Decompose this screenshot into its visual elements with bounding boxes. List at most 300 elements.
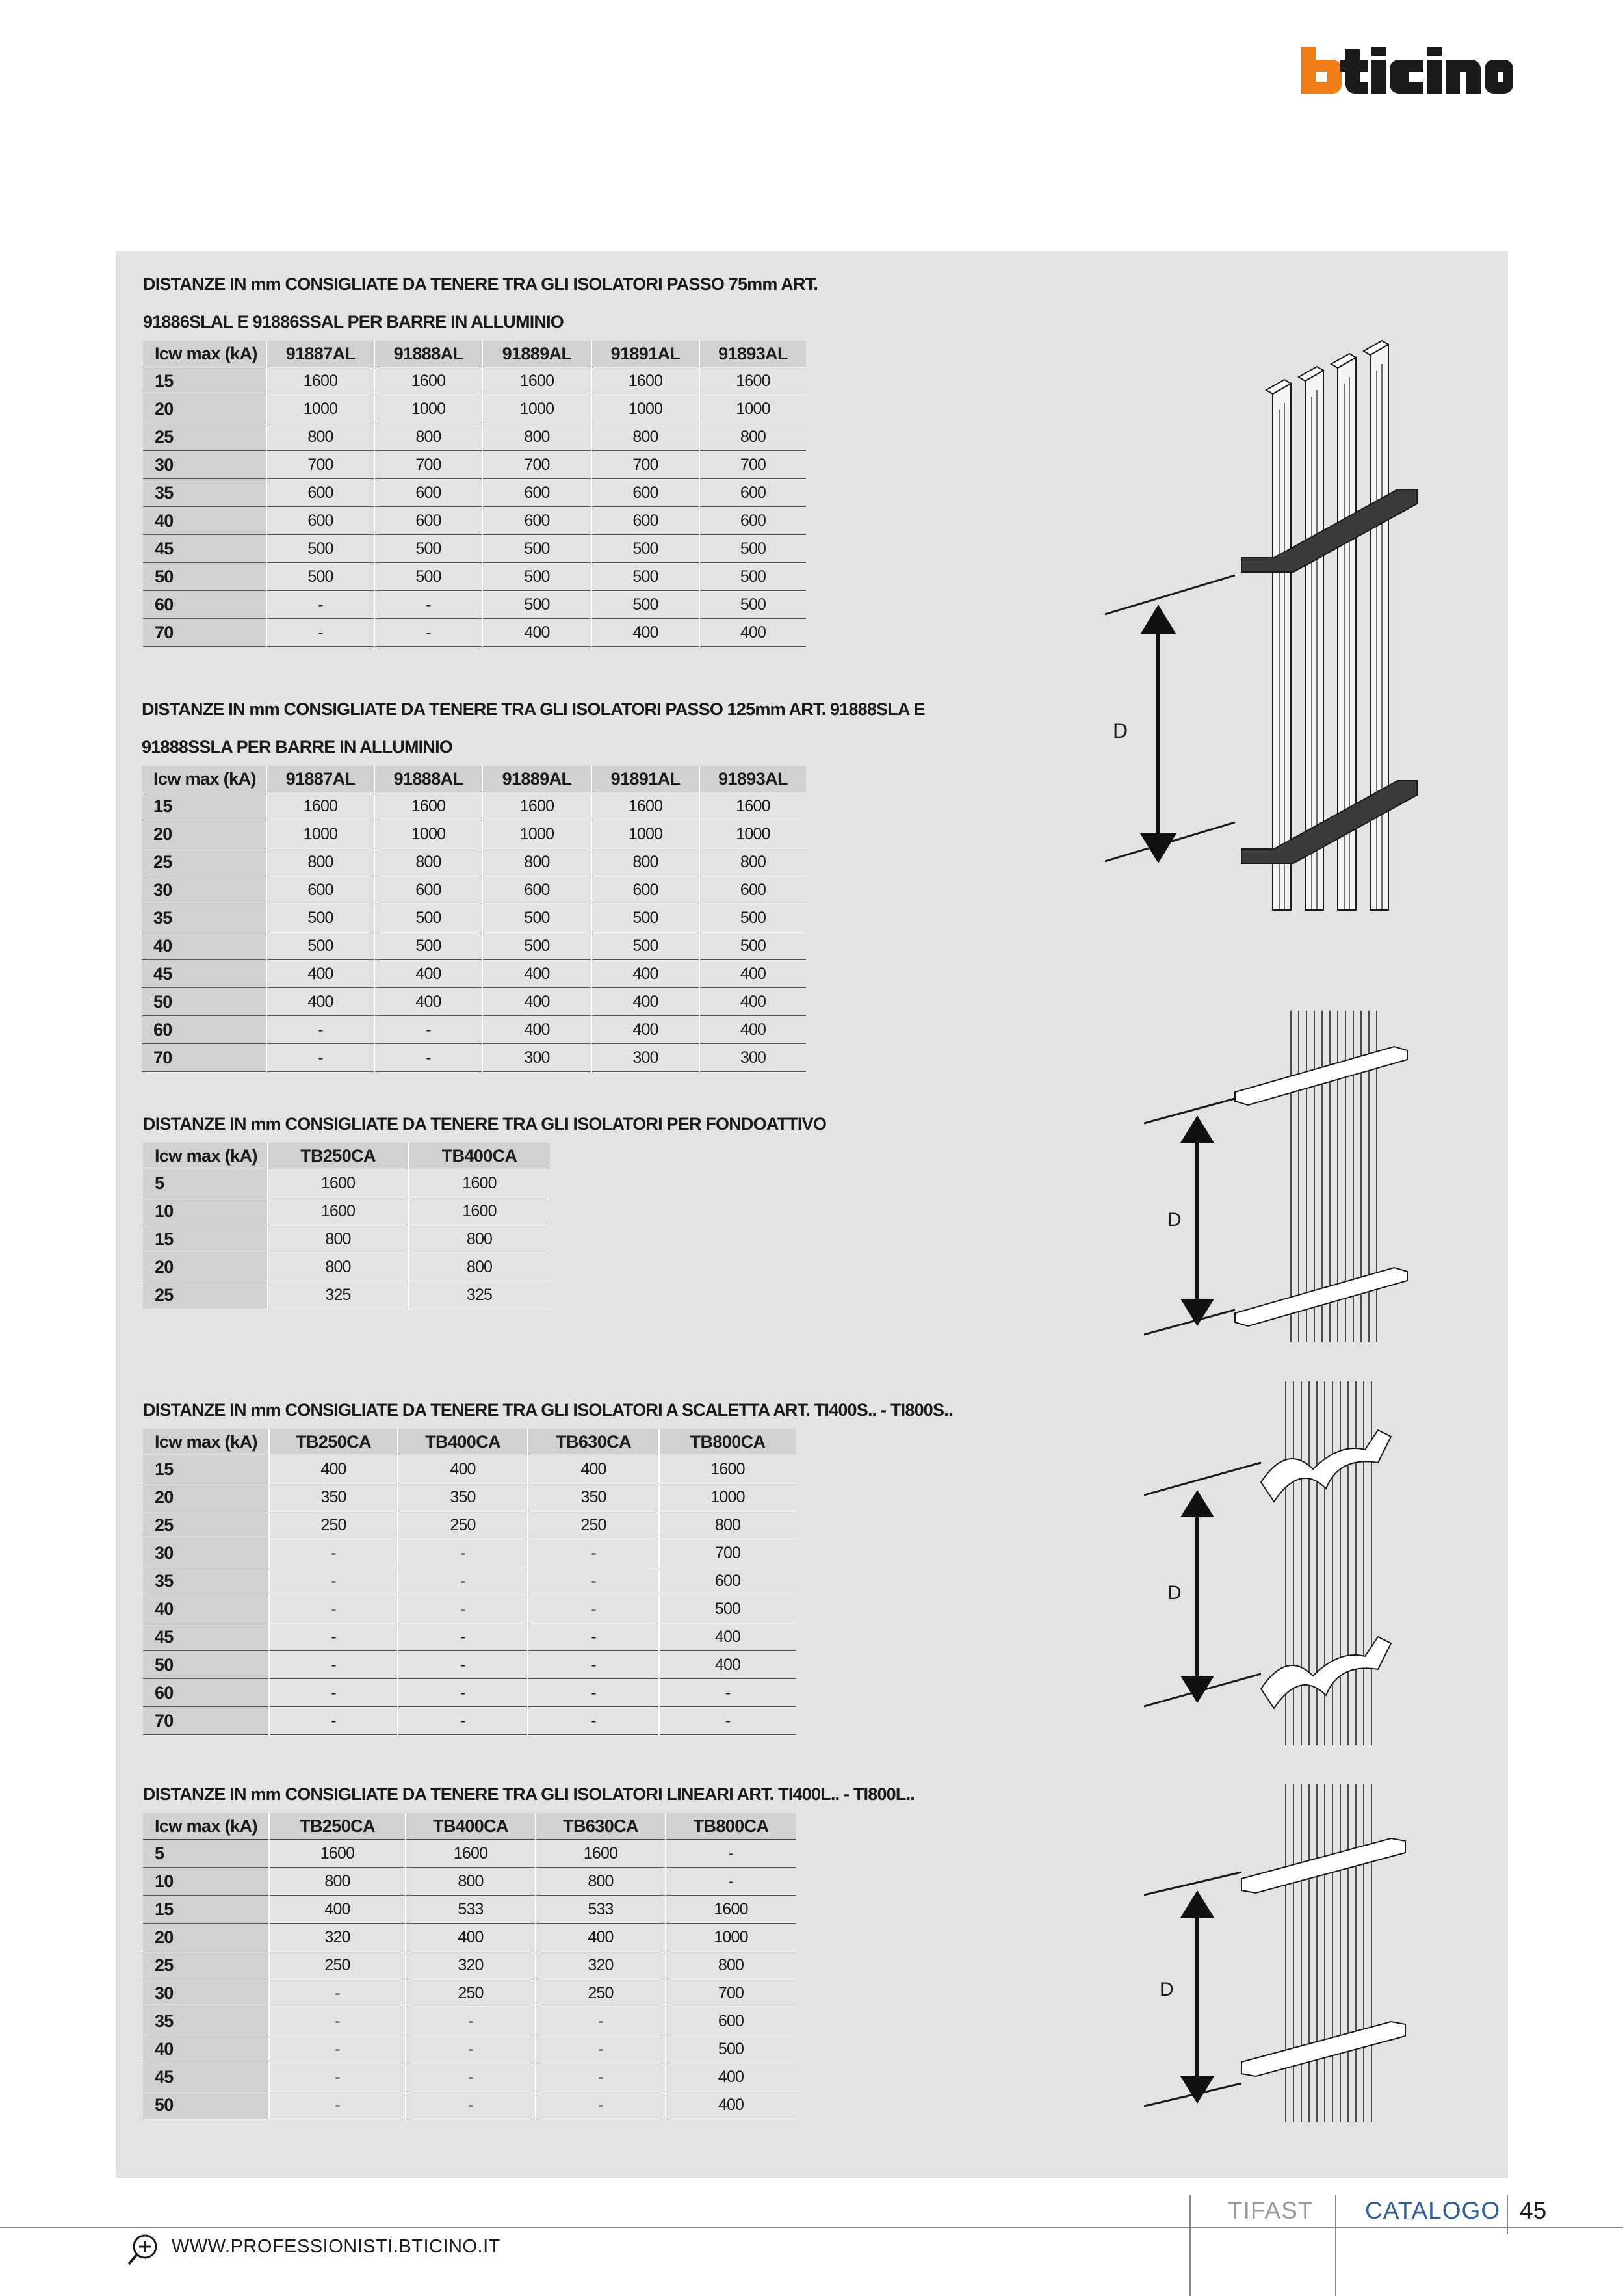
table-row bbox=[143, 1651, 796, 1679]
section-title-line2: 91886SLAL E 91886SSAL PER BARRE IN ALLUMINIO bbox=[143, 312, 564, 332]
distance-value-cell: 1600 bbox=[591, 792, 699, 820]
distance-value-cell: 500 bbox=[482, 535, 591, 563]
distance-value-cell: 1000 bbox=[659, 1483, 796, 1511]
table-row bbox=[142, 988, 806, 1016]
distance-value-cell: 800 bbox=[699, 848, 806, 876]
icw-value-cell: 15 bbox=[143, 367, 266, 395]
distance-value-cell: 500 bbox=[482, 563, 591, 591]
distance-value-cell: 700 bbox=[659, 1539, 796, 1567]
table-row bbox=[143, 1840, 796, 1868]
distance-value-cell: - bbox=[659, 1679, 796, 1707]
distance-value-cell: 300 bbox=[591, 1044, 699, 1072]
distance-value-cell: 600 bbox=[374, 479, 482, 507]
distance-value-cell: 800 bbox=[699, 423, 806, 451]
distance-value-cell: 700 bbox=[699, 451, 806, 479]
column-header: 91893AL bbox=[699, 766, 806, 792]
distance-value-cell: 600 bbox=[699, 479, 806, 507]
distance-value-cell: 500 bbox=[591, 535, 699, 563]
section-lineari bbox=[143, 1775, 915, 2119]
search-icon[interactable] bbox=[125, 2232, 161, 2267]
distance-value-cell: 500 bbox=[374, 563, 482, 591]
icw-value-cell: 20 bbox=[143, 395, 266, 423]
column-header: TB630CA bbox=[528, 1429, 659, 1455]
table-row bbox=[143, 367, 806, 395]
busbar-insulator-diagram-lineari bbox=[1144, 1781, 1436, 2132]
icw-value-cell: 15 bbox=[143, 1225, 268, 1253]
distance-value-cell: - bbox=[269, 2007, 406, 2035]
distance-value-cell: 1600 bbox=[482, 367, 591, 395]
distance-value-cell: 1600 bbox=[374, 367, 482, 395]
distance-value-cell: 400 bbox=[528, 1455, 659, 1483]
distance-value-cell: 1600 bbox=[536, 1840, 666, 1868]
table-header-row bbox=[143, 341, 806, 367]
icw-value-cell: 25 bbox=[143, 1511, 269, 1539]
table-row bbox=[142, 1044, 806, 1072]
icw-value-cell: 40 bbox=[143, 1595, 269, 1623]
distance-value-cell: - bbox=[659, 1707, 796, 1735]
section-scaletta bbox=[143, 1391, 953, 1735]
distance-value-cell: 600 bbox=[482, 876, 591, 904]
table-row bbox=[143, 1979, 796, 2007]
distance-value-cell: 400 bbox=[406, 1924, 536, 1951]
distance-value-cell: 400 bbox=[482, 619, 591, 647]
distance-value-cell: - bbox=[269, 2035, 406, 2063]
table-row bbox=[143, 1169, 550, 1197]
distance-table bbox=[142, 766, 806, 1072]
icw-value-cell: 35 bbox=[143, 479, 266, 507]
distance-d-label: D bbox=[1167, 1582, 1182, 1604]
column-header: 91893AL bbox=[699, 341, 806, 367]
distance-value-cell: 600 bbox=[374, 507, 482, 535]
column-header: 91889AL bbox=[482, 766, 591, 792]
icw-value-cell: 20 bbox=[143, 1924, 269, 1951]
table-row bbox=[143, 563, 806, 591]
section-fondoattivo bbox=[143, 1105, 826, 1309]
distance-value-cell: 250 bbox=[536, 1979, 666, 2007]
icw-value-cell: 20 bbox=[142, 820, 266, 848]
column-header: 91891AL bbox=[591, 766, 699, 792]
distance-value-cell: 600 bbox=[699, 876, 806, 904]
distance-value-cell: 1000 bbox=[699, 820, 806, 848]
distance-value-cell: 1000 bbox=[666, 1924, 796, 1951]
distance-value-cell: - bbox=[374, 1016, 482, 1044]
icw-value-cell: 5 bbox=[143, 1840, 269, 1868]
distance-value-cell: 500 bbox=[482, 904, 591, 932]
distance-value-cell: 500 bbox=[591, 904, 699, 932]
distance-value-cell: - bbox=[266, 591, 374, 619]
table-row bbox=[143, 1197, 550, 1225]
distance-value-cell: 700 bbox=[374, 451, 482, 479]
table-row bbox=[143, 619, 806, 647]
distance-value-cell: 1000 bbox=[482, 395, 591, 423]
distance-value-cell: - bbox=[398, 1567, 528, 1595]
distance-value-cell: 800 bbox=[591, 423, 699, 451]
distance-value-cell: 1600 bbox=[659, 1455, 796, 1483]
distance-value-cell: 800 bbox=[374, 848, 482, 876]
distance-value-cell: - bbox=[528, 1707, 659, 1735]
distance-value-cell: 500 bbox=[266, 932, 374, 960]
distance-value-cell: 500 bbox=[266, 904, 374, 932]
distance-value-cell: 800 bbox=[269, 1868, 406, 1896]
distance-value-cell: 1600 bbox=[591, 367, 699, 395]
distance-value-cell: - bbox=[269, 2063, 406, 2091]
icw-value-cell: 35 bbox=[142, 904, 266, 932]
distance-value-cell: 800 bbox=[591, 848, 699, 876]
table-row bbox=[142, 1016, 806, 1044]
distance-value-cell: 250 bbox=[406, 1979, 536, 2007]
icw-value-cell: 25 bbox=[143, 1951, 269, 1979]
icw-value-cell: 70 bbox=[143, 619, 266, 647]
icw-value-cell: 35 bbox=[143, 1567, 269, 1595]
table-row bbox=[143, 423, 806, 451]
distance-value-cell: - bbox=[398, 1623, 528, 1651]
icw-value-cell: 45 bbox=[143, 1623, 269, 1651]
column-header: TB400CA bbox=[406, 1813, 536, 1840]
distance-value-cell: - bbox=[536, 2063, 666, 2091]
column-header: Icw max (kA) bbox=[143, 1429, 269, 1455]
distance-value-cell: 800 bbox=[536, 1868, 666, 1896]
distance-d-label: D bbox=[1160, 1979, 1174, 2000]
distance-value-cell: 250 bbox=[269, 1511, 398, 1539]
distance-value-cell: 500 bbox=[482, 932, 591, 960]
distance-value-cell: - bbox=[398, 1707, 528, 1735]
icw-value-cell: 15 bbox=[143, 1455, 269, 1483]
icw-value-cell: 50 bbox=[143, 563, 266, 591]
distance-value-cell: - bbox=[406, 2007, 536, 2035]
distance-value-cell: 800 bbox=[266, 848, 374, 876]
icw-value-cell: 40 bbox=[143, 2035, 269, 2063]
table-row bbox=[143, 1225, 550, 1253]
distance-value-cell: 500 bbox=[699, 535, 806, 563]
distance-value-cell: - bbox=[269, 2091, 406, 2119]
icw-value-cell: 70 bbox=[143, 1707, 269, 1735]
distance-value-cell: 700 bbox=[591, 451, 699, 479]
icw-value-cell: 25 bbox=[143, 423, 266, 451]
section-passo-75 bbox=[143, 265, 818, 647]
distance-value-cell: 500 bbox=[591, 591, 699, 619]
icw-value-cell: 10 bbox=[143, 1868, 269, 1896]
distance-value-cell: - bbox=[269, 1539, 398, 1567]
table-row bbox=[143, 535, 806, 563]
column-header: 91887AL bbox=[266, 341, 374, 367]
section-title: DISTANZE IN mm CONSIGLIATE DA TENERE TRA GLI ISOLATORI PER FONDOATTIVO bbox=[143, 1114, 827, 1134]
column-header: Icw max (kA) bbox=[143, 1813, 269, 1840]
column-header: 91889AL bbox=[482, 341, 591, 367]
busbar-insulator-diagram-fondoattivo bbox=[1144, 1008, 1436, 1352]
distance-value-cell: 600 bbox=[699, 507, 806, 535]
distance-value-cell: 1000 bbox=[374, 820, 482, 848]
footer-section: CATALOGO bbox=[1365, 2197, 1501, 2224]
icw-value-cell: 5 bbox=[143, 1169, 268, 1197]
distance-value-cell: 1600 bbox=[408, 1169, 550, 1197]
distance-value-cell: 800 bbox=[266, 423, 374, 451]
table-row bbox=[142, 820, 806, 848]
distance-value-cell: 500 bbox=[266, 563, 374, 591]
footer-divider-vertical bbox=[1335, 2195, 1336, 2296]
icw-value-cell: 50 bbox=[143, 1651, 269, 1679]
distance-value-cell: 700 bbox=[482, 451, 591, 479]
distance-value-cell: 500 bbox=[591, 563, 699, 591]
distance-d-label: D bbox=[1167, 1209, 1182, 1231]
distance-value-cell: 800 bbox=[482, 423, 591, 451]
distance-table bbox=[143, 1429, 796, 1735]
icw-value-cell: 60 bbox=[143, 1679, 269, 1707]
distance-value-cell: 600 bbox=[591, 507, 699, 535]
footer-series: TIFAST bbox=[1228, 2197, 1314, 2224]
icw-value-cell: 30 bbox=[143, 1979, 269, 2007]
distance-value-cell: - bbox=[374, 619, 482, 647]
distance-value-cell: 400 bbox=[269, 1455, 398, 1483]
distance-value-cell: 500 bbox=[699, 904, 806, 932]
table-row bbox=[143, 395, 806, 423]
distance-value-cell: 400 bbox=[666, 2063, 796, 2091]
icw-value-cell: 10 bbox=[143, 1197, 268, 1225]
distance-value-cell: 700 bbox=[666, 1979, 796, 2007]
column-header: TB400CA bbox=[408, 1143, 550, 1169]
distance-value-cell: 500 bbox=[374, 535, 482, 563]
distance-value-cell: 1600 bbox=[406, 1840, 536, 1868]
table-row bbox=[142, 904, 806, 932]
table-row bbox=[143, 1455, 796, 1483]
distance-value-cell: 800 bbox=[374, 423, 482, 451]
table-row bbox=[143, 1539, 796, 1567]
table-row bbox=[143, 507, 806, 535]
section-passo-125 bbox=[142, 690, 925, 1072]
column-header: TB630CA bbox=[536, 1813, 666, 1840]
icw-value-cell: 60 bbox=[143, 591, 266, 619]
distance-value-cell: 250 bbox=[398, 1511, 528, 1539]
distance-value-cell: 800 bbox=[268, 1253, 408, 1281]
distance-value-cell: 1600 bbox=[266, 367, 374, 395]
distance-value-cell: - bbox=[666, 1868, 796, 1896]
distance-value-cell: 400 bbox=[374, 988, 482, 1016]
distance-value-cell: 800 bbox=[666, 1951, 796, 1979]
table-row bbox=[142, 932, 806, 960]
distance-value-cell: 500 bbox=[482, 591, 591, 619]
distance-value-cell: 500 bbox=[666, 2035, 796, 2063]
table-row bbox=[143, 1567, 796, 1595]
distance-value-cell: 400 bbox=[482, 960, 591, 988]
distance-value-cell: 320 bbox=[406, 1951, 536, 1979]
column-header: 91888AL bbox=[374, 341, 482, 367]
table-row bbox=[143, 1281, 550, 1309]
distance-value-cell: - bbox=[266, 1016, 374, 1044]
table-row bbox=[142, 876, 806, 904]
distance-value-cell: 400 bbox=[699, 988, 806, 1016]
distance-value-cell: 1000 bbox=[374, 395, 482, 423]
distance-value-cell: - bbox=[269, 1707, 398, 1735]
distance-value-cell: 400 bbox=[591, 960, 699, 988]
column-header: TB400CA bbox=[398, 1429, 528, 1455]
distance-value-cell: - bbox=[406, 2091, 536, 2119]
distance-value-cell: 400 bbox=[591, 1016, 699, 1044]
icw-value-cell: 45 bbox=[143, 2063, 269, 2091]
distance-value-cell: 1000 bbox=[699, 395, 806, 423]
column-header: 91887AL bbox=[266, 766, 374, 792]
distance-value-cell: 1600 bbox=[268, 1197, 408, 1225]
distance-value-cell: 1600 bbox=[699, 792, 806, 820]
icw-value-cell: 35 bbox=[143, 2007, 269, 2035]
distance-value-cell: 1600 bbox=[374, 792, 482, 820]
distance-value-cell: - bbox=[528, 1567, 659, 1595]
distance-value-cell: - bbox=[398, 1539, 528, 1567]
distance-value-cell: 400 bbox=[699, 1016, 806, 1044]
distance-value-cell: 800 bbox=[406, 1868, 536, 1896]
distance-value-cell: - bbox=[398, 1651, 528, 1679]
distance-value-cell: 400 bbox=[666, 2091, 796, 2119]
distance-value-cell: 700 bbox=[266, 451, 374, 479]
column-header: 91888AL bbox=[374, 766, 482, 792]
distance-value-cell: 600 bbox=[666, 2007, 796, 2035]
distance-value-cell: 350 bbox=[528, 1483, 659, 1511]
distance-value-cell: 500 bbox=[374, 904, 482, 932]
distance-value-cell: 800 bbox=[408, 1225, 550, 1253]
table-row bbox=[143, 451, 806, 479]
distance-value-cell: 400 bbox=[591, 619, 699, 647]
section-title: DISTANZE IN mm CONSIGLIATE DA TENERE TRA GLI ISOLATORI LINEARI ART. TI400L.. - TI800L.. bbox=[143, 1784, 915, 1804]
icw-value-cell: 30 bbox=[143, 451, 266, 479]
table-row bbox=[143, 1951, 796, 1979]
distance-value-cell: 400 bbox=[266, 960, 374, 988]
footer-divider-vertical bbox=[1507, 2195, 1508, 2234]
distance-value-cell: 500 bbox=[699, 591, 806, 619]
column-header: Icw max (kA) bbox=[142, 766, 266, 792]
table-row bbox=[143, 1896, 796, 1924]
section-title-line2: 91888SSLA PER BARRE IN ALLUMINIO bbox=[142, 737, 452, 757]
distance-value-cell: - bbox=[406, 2063, 536, 2091]
distance-value-cell: 400 bbox=[699, 619, 806, 647]
distance-value-cell: 400 bbox=[482, 1016, 591, 1044]
column-header: TB250CA bbox=[269, 1429, 398, 1455]
distance-value-cell: 400 bbox=[482, 988, 591, 1016]
table-row bbox=[143, 1924, 796, 1951]
table-row bbox=[143, 1679, 796, 1707]
distance-value-cell: 1000 bbox=[591, 820, 699, 848]
distance-value-cell: - bbox=[536, 2007, 666, 2035]
table-header-row bbox=[143, 1143, 550, 1169]
icw-value-cell: 15 bbox=[143, 1896, 269, 1924]
table-row bbox=[143, 2035, 796, 2063]
distance-value-cell: 325 bbox=[408, 1281, 550, 1309]
icw-value-cell: 70 bbox=[142, 1044, 266, 1072]
distance-value-cell: - bbox=[374, 1044, 482, 1072]
table-row bbox=[143, 1253, 550, 1281]
icw-value-cell: 40 bbox=[143, 507, 266, 535]
icw-value-cell: 45 bbox=[142, 960, 266, 988]
distance-value-cell: - bbox=[398, 1595, 528, 1623]
distance-value-cell: 400 bbox=[659, 1651, 796, 1679]
distance-value-cell: 600 bbox=[482, 479, 591, 507]
distance-value-cell: 800 bbox=[482, 848, 591, 876]
table-row bbox=[143, 1868, 796, 1896]
distance-value-cell: - bbox=[374, 591, 482, 619]
website-link[interactable]: WWW.PROFESSIONISTI.BTICINO.IT bbox=[172, 2236, 500, 2257]
distance-table bbox=[143, 1813, 796, 2119]
table-row bbox=[143, 479, 806, 507]
distance-value-cell: 1600 bbox=[266, 792, 374, 820]
distance-value-cell: 250 bbox=[528, 1511, 659, 1539]
column-header: 91891AL bbox=[591, 341, 699, 367]
distance-value-cell: 600 bbox=[374, 876, 482, 904]
distance-value-cell: 1000 bbox=[266, 820, 374, 848]
distance-value-cell: 500 bbox=[374, 932, 482, 960]
distance-value-cell: 300 bbox=[699, 1044, 806, 1072]
column-header: TB800CA bbox=[659, 1429, 796, 1455]
distance-value-cell: - bbox=[398, 1679, 528, 1707]
distance-value-cell: 350 bbox=[269, 1483, 398, 1511]
distance-value-cell: 1000 bbox=[482, 820, 591, 848]
table-row bbox=[142, 960, 806, 988]
distance-value-cell: 400 bbox=[266, 988, 374, 1016]
table-row bbox=[143, 2007, 796, 2035]
column-header: Icw max (kA) bbox=[143, 1143, 268, 1169]
icw-value-cell: 45 bbox=[143, 535, 266, 563]
icw-value-cell: 25 bbox=[143, 1281, 268, 1309]
icw-value-cell: 60 bbox=[142, 1016, 266, 1044]
distance-value-cell: - bbox=[266, 1044, 374, 1072]
table-row bbox=[143, 1511, 796, 1539]
distance-value-cell: 400 bbox=[699, 960, 806, 988]
distance-value-cell: - bbox=[269, 1567, 398, 1595]
distance-value-cell: 400 bbox=[269, 1896, 406, 1924]
icw-value-cell: 40 bbox=[142, 932, 266, 960]
distance-value-cell: 250 bbox=[269, 1951, 406, 1979]
distance-value-cell: 533 bbox=[536, 1896, 666, 1924]
table-row bbox=[142, 792, 806, 820]
icw-value-cell: 15 bbox=[142, 792, 266, 820]
table-row bbox=[143, 591, 806, 619]
column-header: TB250CA bbox=[268, 1143, 408, 1169]
distance-value-cell: 500 bbox=[659, 1595, 796, 1623]
distance-value-cell: 400 bbox=[659, 1623, 796, 1651]
busbar-insulator-diagram-scaletta bbox=[1144, 1378, 1436, 1749]
distance-value-cell: 400 bbox=[398, 1455, 528, 1483]
distance-value-cell: 400 bbox=[591, 988, 699, 1016]
distance-value-cell: 500 bbox=[699, 932, 806, 960]
distance-value-cell: 600 bbox=[591, 479, 699, 507]
footer-divider-vertical bbox=[1189, 2195, 1191, 2296]
distance-value-cell: - bbox=[269, 1595, 398, 1623]
column-header: Icw max (kA) bbox=[143, 341, 266, 367]
distance-value-cell: 533 bbox=[406, 1896, 536, 1924]
table-row bbox=[143, 1483, 796, 1511]
icw-value-cell: 30 bbox=[143, 1539, 269, 1567]
distance-value-cell: 1600 bbox=[699, 367, 806, 395]
distance-value-cell: 400 bbox=[374, 960, 482, 988]
column-header: TB250CA bbox=[269, 1813, 406, 1840]
distance-value-cell: - bbox=[269, 1623, 398, 1651]
distance-value-cell: 800 bbox=[659, 1511, 796, 1539]
footer-divider bbox=[0, 2227, 1623, 2228]
distance-value-cell: 350 bbox=[398, 1483, 528, 1511]
distance-value-cell: 1000 bbox=[591, 395, 699, 423]
column-header: TB800CA bbox=[666, 1813, 796, 1840]
table-header-row bbox=[143, 1429, 796, 1455]
distance-value-cell: - bbox=[269, 1651, 398, 1679]
distance-value-cell: 300 bbox=[482, 1044, 591, 1072]
distance-value-cell: - bbox=[536, 2035, 666, 2063]
distance-d-label: D bbox=[1113, 719, 1128, 742]
distance-value-cell: - bbox=[528, 1595, 659, 1623]
distance-value-cell: - bbox=[269, 1679, 398, 1707]
table-row bbox=[143, 2091, 796, 2119]
distance-value-cell: 400 bbox=[536, 1924, 666, 1951]
distance-value-cell: 1600 bbox=[269, 1840, 406, 1868]
distance-value-cell: 600 bbox=[482, 507, 591, 535]
bticino-logo bbox=[1299, 44, 1513, 96]
table-row bbox=[143, 1623, 796, 1651]
section-title: DISTANZE IN mm CONSIGLIATE DA TENERE TRA GLI ISOLATORI A SCALETTA ART. TI400S.. - TI800S.. bbox=[143, 1400, 953, 1420]
